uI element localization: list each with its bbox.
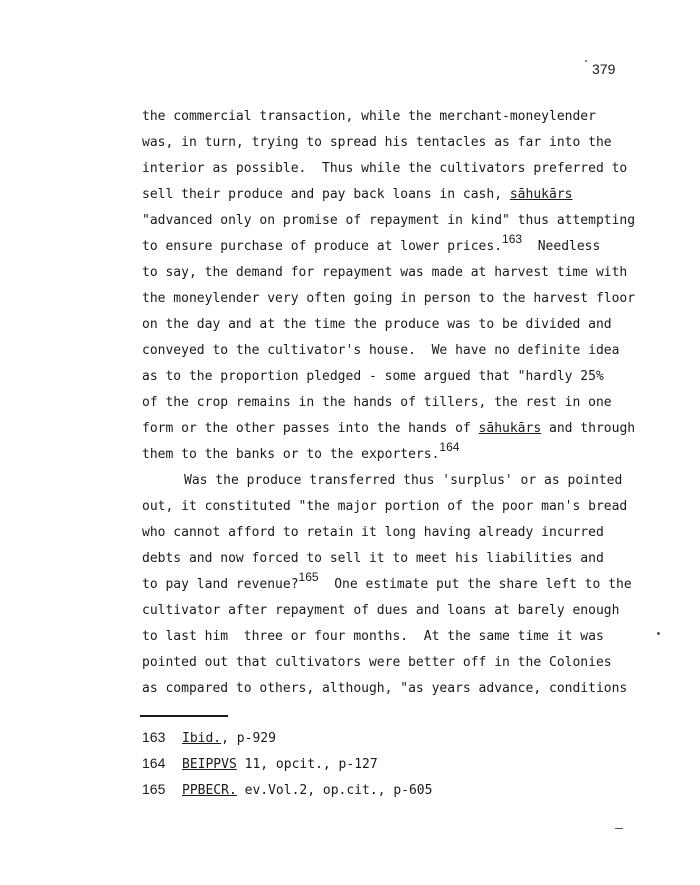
- text-line: them to the banks or to the exporters.$^{164}$: [142, 439, 460, 462]
- text-line: interior as possible. Thus while the cultivators preferred to: [142, 161, 628, 176]
- footnote-ref: 164: [439, 439, 460, 454]
- footnote: [142, 777, 432, 803]
- body-text: [142, 104, 662, 702]
- text-line: was, in turn, trying to spread his tentacles as far into the: [142, 135, 612, 150]
- footnote-detail: 11, opcit., p-127: [236, 757, 378, 772]
- text-line: on the day and at the time the produce was to be divided and: [142, 317, 612, 332]
- text-line: as compared to others, although, "as years advance, conditions: [142, 681, 628, 696]
- footnote-number: 164: [142, 755, 166, 771]
- text-line: sell their produce and pay back loans in cash, sāhukārs: [142, 187, 573, 202]
- text-line: cultivator after repayment of dues and loans at barely enough: [142, 603, 620, 618]
- footnote-source: Ibid.: [182, 731, 222, 746]
- scan-speck: [615, 828, 623, 829]
- footnote: [142, 725, 432, 751]
- footnote-number: 165: [142, 781, 166, 797]
- footnote-ref: 163: [502, 231, 523, 246]
- text-line: debts and now forced to sell it to meet his liabilities and: [142, 551, 604, 566]
- footnote-number: 163: [142, 729, 166, 745]
- scan-speck: [657, 632, 660, 635]
- text-line: to pay land revenue?$^{165}$ One estimate put the share left to the: [142, 569, 632, 592]
- footnote-ref: 165: [298, 569, 319, 584]
- text-line: who cannot afford to retain it long having already incurred: [142, 525, 604, 540]
- footnote-detail: , p-929: [221, 731, 276, 746]
- page-number: 379: [592, 61, 616, 77]
- text-line: out, it constituted "the major portion of the poor man's bread: [142, 499, 628, 514]
- text-line: Was the produce transferred thus 'surplus' or as pointed: [184, 473, 623, 488]
- footnote-detail: ev.Vol.2, op.cit., p-605: [236, 783, 433, 798]
- text-line: the commercial transaction, while the merchant-moneylender: [142, 109, 596, 124]
- text-line: as to the proportion pledged - some argued that "hardly 25%: [142, 369, 604, 384]
- scan-speck: [585, 60, 587, 62]
- text-line: conveyed to the cultivator's house. We have no definite idea: [142, 343, 620, 358]
- underlined-term: sāhukārs: [478, 421, 542, 436]
- footnote: [142, 751, 432, 777]
- footnote-divider: [140, 715, 228, 717]
- text-line: of the crop remains in the hands of tillers, the rest in one: [142, 395, 612, 410]
- footnote-source: PPBECR.: [182, 783, 237, 798]
- text-line: to ensure purchase of produce at lower prices.$^{163}$ Needless: [142, 231, 601, 254]
- text-line: the moneylender very often going in person to the harvest floor: [142, 291, 636, 306]
- text-line: to last him three or four months. At the same time it was: [142, 629, 604, 644]
- underlined-term: sāhukārs: [509, 187, 573, 202]
- footnote-source: BEIPPVS: [182, 757, 237, 772]
- text-line: form or the other passes into the hands of sāhukārs and through: [142, 421, 636, 436]
- text-line: "advanced only on promise of repayment in kind" thus attempting: [142, 213, 636, 228]
- text-line: to say, the demand for repayment was made at harvest time with: [142, 265, 628, 280]
- text-line: pointed out that cultivators were better off in the Colonies: [142, 655, 612, 670]
- footnotes: [142, 725, 432, 803]
